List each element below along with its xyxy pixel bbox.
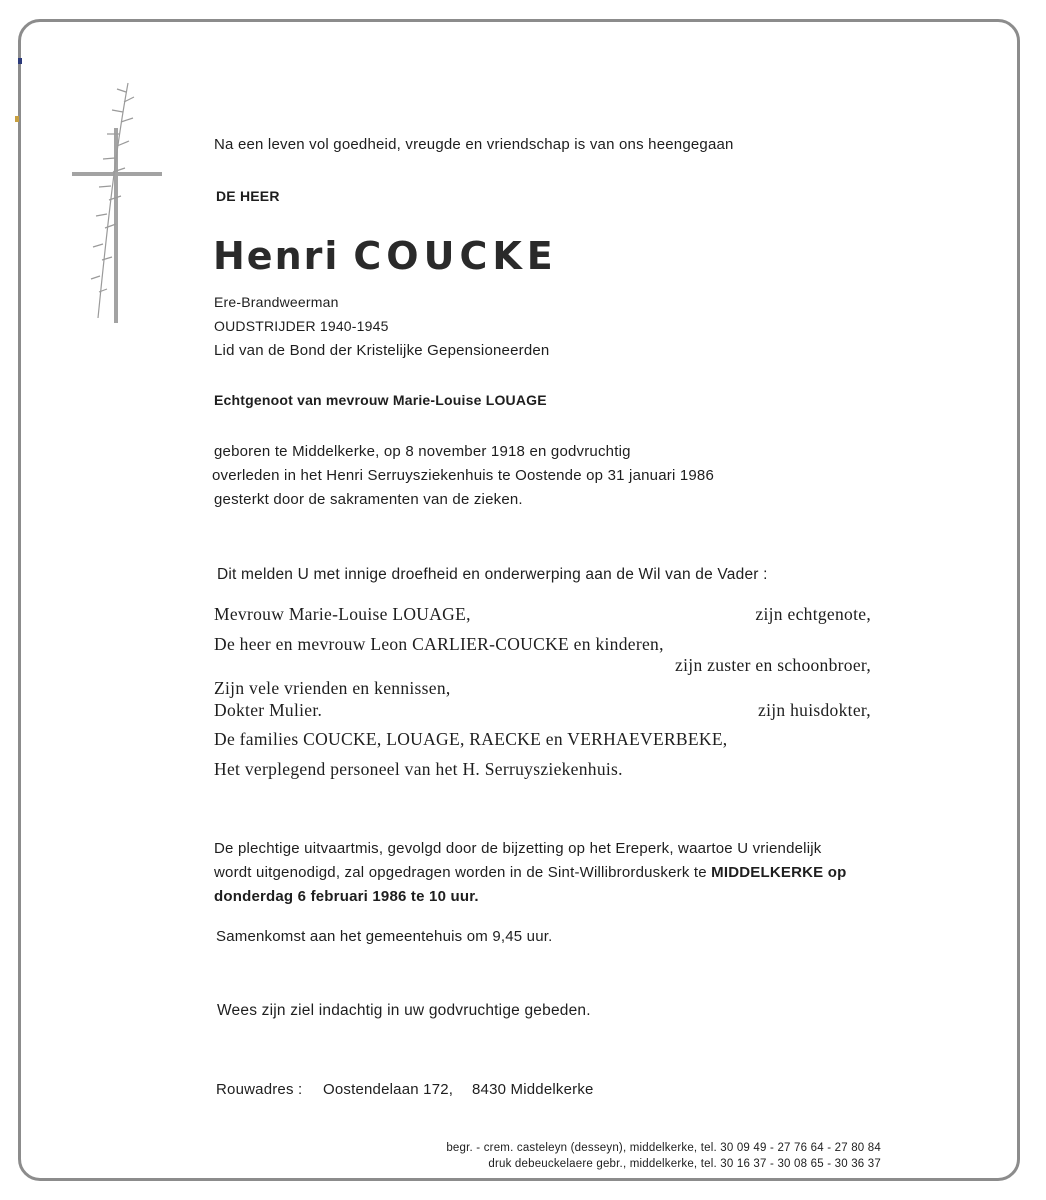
first-name: Henri [213,234,340,278]
title-line: Lid van de Bond der Kristelijke Gepensioneerden [214,342,550,359]
mourner-name: Mevrouw Marie-Louise LOUAGE, [214,604,471,624]
mourner-name: Dokter Mulier. [214,700,323,720]
title-line: Ere-Brandweerman [214,294,339,310]
mourner-name: Zijn vele vrienden en kennissen, [214,678,451,698]
edge-mark [15,116,19,122]
address-city: 8430 Middelkerke [472,1081,594,1098]
mourner-relation: zijn zuster en schoonbroer, [675,655,871,675]
title-line: OUDSTRIJDER 1940-1945 [214,318,389,334]
footer-line: druk debeuckelaere gebr., middelkerke, tel. 30 16 37 - 30 08 65 - 30 36 37 [488,1158,881,1170]
life-line: gesterkt door de sakramenten van de zieken. [214,491,523,508]
spouse-surname: LOUAGE [485,392,547,408]
mourner-name: De heer en mevrouw Leon CARLIER-COUCKE en kinderen, [214,634,664,654]
intro-text: Na een leven vol goedheid, vreugde en vriendschap is van ons heengegaan [214,136,734,153]
mourner-name: De families COUCKE, LOUAGE, RAECKE en VERHAEVERBEKE, [214,729,728,749]
spouse-line [214,392,547,408]
cross-with-palm-icon [68,78,168,323]
funeral-line [214,864,846,881]
announcement: Dit melden U met innige droefheid en onderwerping aan de Wil van de Vader : [217,566,768,583]
funeral-date: donderdag 6 februari 1986 te 10 uur. [214,888,479,905]
address-label: Rouwadres : [216,1081,303,1098]
mourner-relation: zijn huisdokter, [758,700,871,720]
address-street: Oostendelaan 172, [323,1081,454,1098]
funeral-line-text: wordt uitgenodigd, zal opgedragen worden in de Sint-Willibrorduskerk te [214,864,712,881]
funeral-place: MIDDELKERKE op [711,864,847,881]
gathering-text: Samenkomst aan het gemeentehuis om 9,45 uur. [216,928,553,945]
life-line: overleden in het Henri Serruysziekenhuis te Oostende op 31 januari 1986 [212,467,715,484]
edge-mark [18,58,22,64]
salutation: DE HEER [216,188,280,204]
life-line: geboren te Middelkerke, op 8 november 1918 en godvruchtig [214,443,631,460]
mourner-name: Het verplegend personeel van het H. Serruysziekenhuis. [214,759,623,779]
funeral-line: De plechtige uitvaartmis, gevolgd door de bijzetting op het Ereperk, waartoe U vriendelijk [214,840,822,857]
footer-line: begr. - crem. casteleyn (desseyn), middelkerke, tel. 30 09 49 - 27 76 64 - 27 80 84 [446,1142,881,1154]
spouse-prefix: Echtgenoot van mevrouw Marie-Louise [214,392,486,408]
prayer-text: Wees zijn ziel indachtig in uw godvruchtige gebeden. [217,1002,591,1019]
mourner-relation: zijn echtgenote, [755,604,871,624]
deceased-name [213,234,558,278]
last-name: COUCKE [353,234,558,278]
